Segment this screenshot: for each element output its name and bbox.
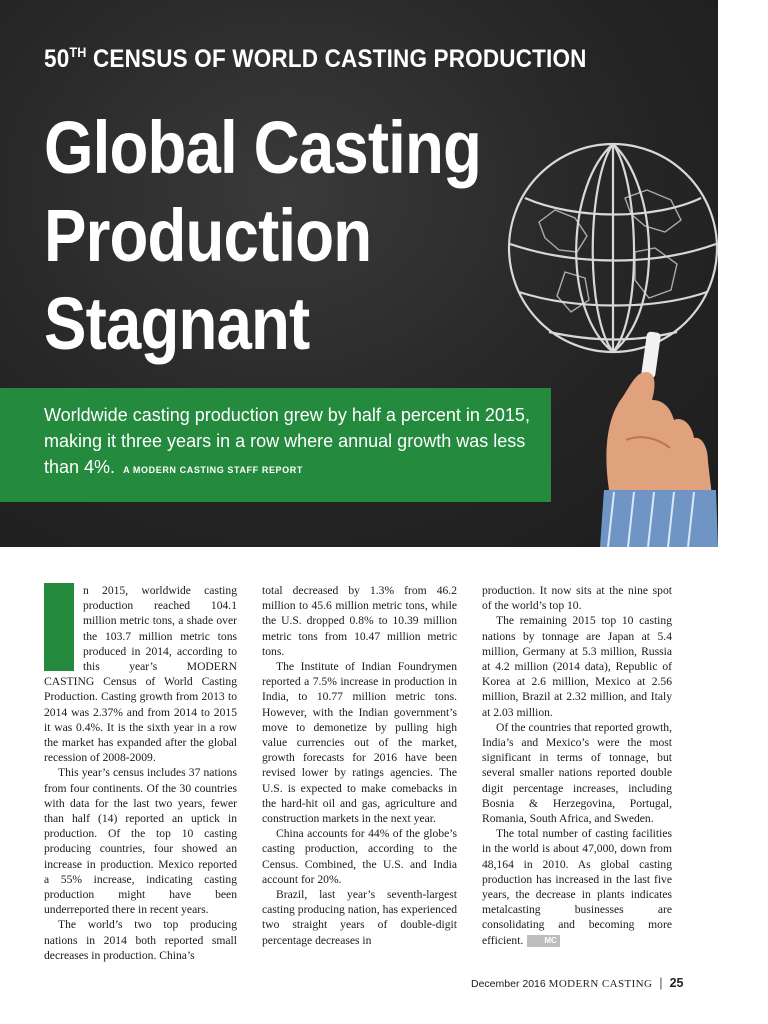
paragraph: Of the countries that reported growth, India’s and Mexico’s were the most significant in terms of tonnage, but several smaller nations reported double digit percentage increases, including Bosnia & Herzegovina, Portugal, Romania, South Africa, and Sweden. [482, 720, 672, 826]
kicker: 50TH CENSUS OF WORLD CASTING PRODUCTION [44, 44, 587, 73]
paragraph: The remaining 2015 top 10 casting nations by tonnage are Japan at 5.4 million, Germany at 5.3 million, Russia at 4.2 million (2014 data), Republic of Korea at 2.6 million, Mexico at 2.56 million, Brazil at 2.32 million, and Italy at 2.03 million. [482, 614, 672, 719]
hero-section [0, 0, 718, 547]
paragraph: This year’s census includes 37 nations from four continents. Of the 30 countries with data for the last two years, fewer than half (14) reported an uptick in production. Of the top 10 casting producing countries, four showed an increase in production. Mexico reported a 55% increase, indicating casting production might have been underreported there in recent years. [44, 766, 237, 917]
headline-line-3: Stagnant [44, 282, 310, 365]
page-footer [471, 975, 731, 990]
paragraph: The world’s two top producing nations in 2014 both reported small decreases in production. China’s [44, 918, 237, 962]
issue-date: December 2016 [471, 978, 546, 990]
magazine-name: MODERN CASTING [548, 978, 653, 990]
page-number: 25 [669, 976, 684, 990]
paragraph-final: The total number of casting facilities in the world is about 47,000, down from 48,164 in 2010. As global casting production has increased in the last five years, the decrease in plants indicates metalcasting businesses are consolidating and becoming more efficient. MC [482, 827, 672, 947]
end-mark: MC [527, 935, 559, 947]
dek [44, 402, 544, 483]
article-column-1 [44, 583, 237, 963]
paragraph: China accounts for 44% of the globe’s casting production, according to the Census. Combined, the U.S. and India account for 20%. [262, 827, 457, 886]
right-page-strip [718, 0, 768, 547]
paragraph: production. It now sits at the nine spot of the world’s top 10. [482, 584, 672, 613]
headline [44, 104, 481, 368]
paragraph: n 2015, worldwide casting production reached 104.1 million metric tons, a shade over the 103.7 million metric tons produced in 2014, according to this year’s MODERN CASTING Census of World Casting Production. Casting growth from 2013 to 2014 was 2.37% and from 2014 to 2015 it was 0.4%. It is the sixth year in a row the market has expanded after the global recession of 2008-2009. [44, 584, 237, 765]
paragraph: total decreased by 1.3% from 46.2 million to 45.6 million metric tons, while the U.S. dropped 0.8% to 10.39 million metric tons from 10.47 million metric tons. [262, 584, 457, 658]
article-column-2 [262, 583, 457, 948]
hand-with-chalk-icon [600, 320, 718, 547]
footer-separator: | [659, 975, 663, 990]
paragraph: The Institute of Indian Foundrymen reported a 7.5% increase in production in India, to 10.77 million metric tons. However, with the Indian government’s move to demonetize by pulling high value currencies out of the market, growth forecasts for 2016 have been revised lower by ratings agencies. The U.S. is expected to make comebacks in the hard-hit oil and gas, agriculture and construction markets in the next year. [262, 660, 457, 826]
article-column-3 [482, 583, 672, 948]
dek-text: Worldwide casting production grew by half a percent in 2015, making it three years in a row where annual growth was less than 4%. [44, 405, 530, 477]
drop-cap [44, 583, 74, 671]
headline-line-1: Global Casting [44, 106, 482, 189]
paragraph: Brazil, last year’s seventh-largest casting producing nation, has experienced two straight years of double-digit percentage decreases in [262, 888, 457, 947]
staff-credit: A MODERN CASTING STAFF REPORT [123, 465, 303, 475]
headline-line-2: Production [44, 194, 372, 277]
